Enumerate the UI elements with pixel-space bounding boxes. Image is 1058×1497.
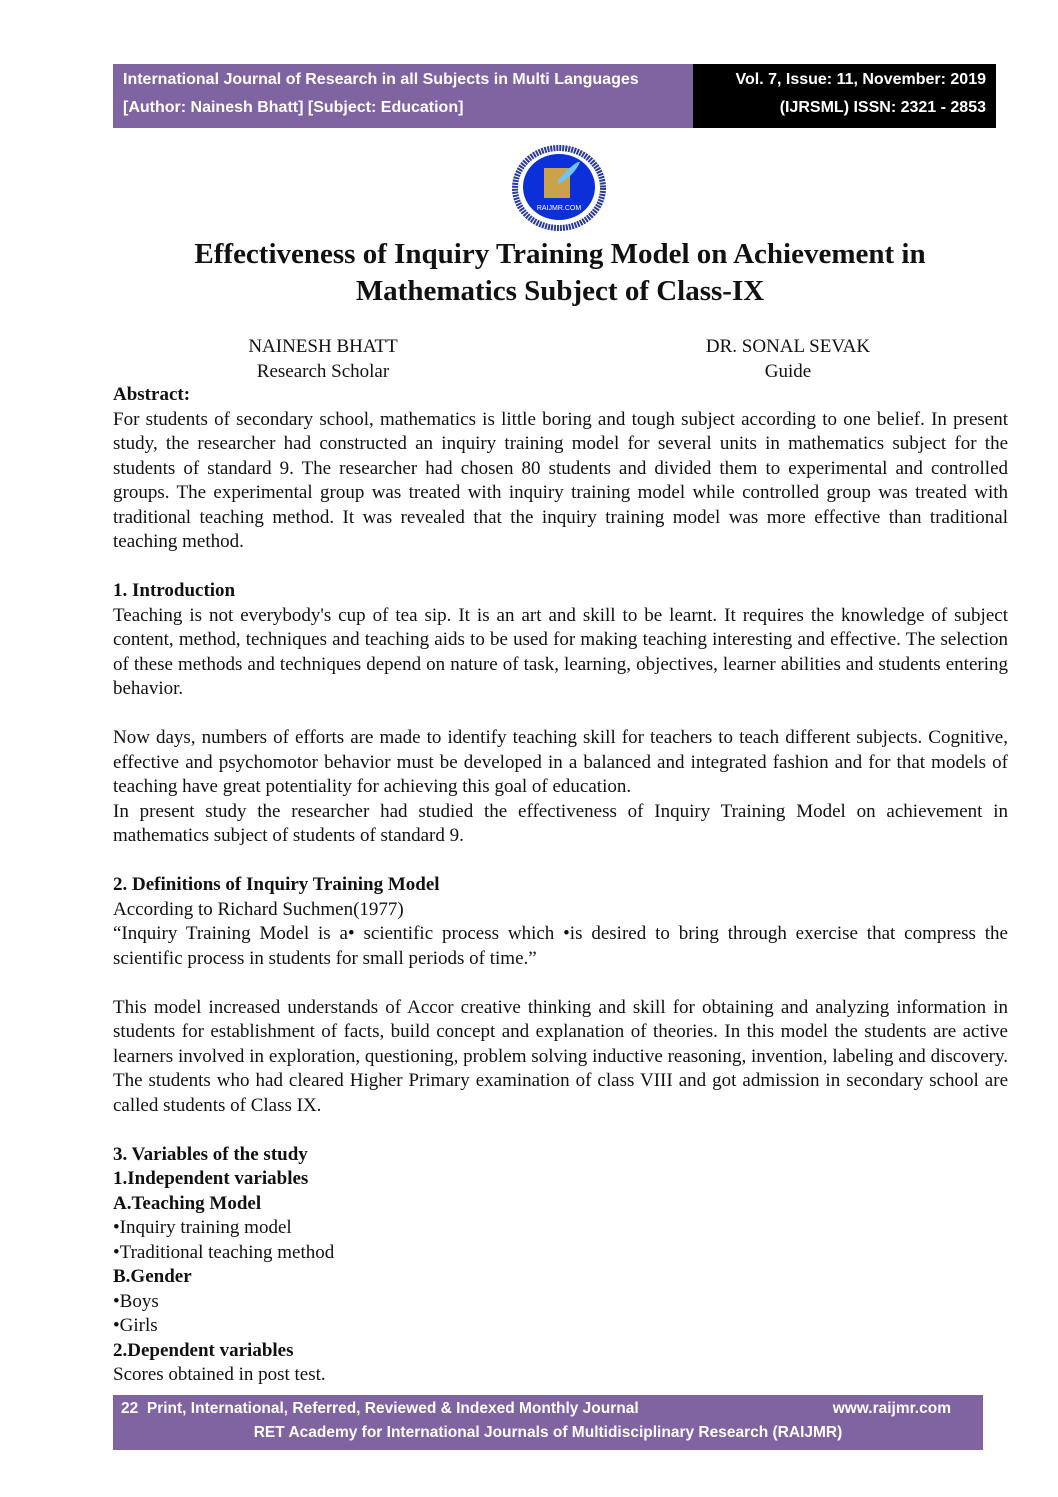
list-item: •Inquiry training model [113, 1217, 292, 1238]
independent-heading: 1.Independent variables [113, 1168, 309, 1189]
volume-issue: Vol. 7, Issue: 11, November: 2019 [735, 71, 986, 88]
intro-paragraph: Teaching is not everybody's cup of tea sip. It is an art and skill to be learnt. It requires the knowledge of subject content, method, techniques and teaching aids to be used for making teaching interesting and effective. The selection of these methods and techniques depend on nature of task, learning, objectives, learner abilities and students entering behavior. [113, 604, 1008, 699]
list-item: •Boys [113, 1290, 159, 1312]
author-name: DR. SONAL SEVAK [705, 336, 871, 357]
teaching-model-heading: A.Teaching Model [113, 1192, 262, 1214]
intro-heading: 1. Introduction [113, 580, 236, 601]
footer-publisher: RET Academy for International Journals of Multidisciplinary Research (RAIJMR) [253, 1424, 843, 1441]
definitions-quote: “Inquiry Training Model is a• scientific process which •is desired to bring through exercise that compress the scientific process in students for small periods of time.” [113, 923, 1008, 969]
dependent-text: Scores obtained in post test. [113, 1364, 326, 1385]
title-line: Mathematics Subject of Class-IX [355, 275, 765, 307]
abstract-section [113, 383, 1008, 1388]
page-footer [113, 1395, 983, 1450]
paper-title [100, 236, 1020, 310]
author-2 [678, 334, 898, 384]
journal-logo [506, 140, 612, 236]
definitions-source: According to Richard Suchmen(1977) [113, 898, 404, 920]
intro-paragraph: In present study the researcher had studied the effectiveness of Inquiry Training Model on achievement in mathematics subject of students of standard 9. [113, 800, 1008, 846]
gender-heading: B.Gender [113, 1266, 192, 1287]
list-item: •Girls [113, 1315, 158, 1336]
definitions-paragraph: This model increased understands of Accor creative thinking and skill for obtaining and analyzing information in students for establishment of facts, build concept and explanation of theories. In this model the students are active learners involved in exploration, questioning, problem solving inductive reasoning, invention, labeling and discovery. The students who had cleared Higher Primary examination of class VIII and got admission in secondary school are called students of Class IX. [113, 996, 1008, 1116]
footer-url[interactable]: www.raijmr.com [832, 1400, 951, 1417]
abstract-text: For students of secondary school, mathematics is little boring and tough subject according to one belief. In present study, the researcher had constructed an inquiry training model for several units in mathematics subject for the students of standard 9. The researcher had chosen 80 students and divided them to experimental and controlled groups. The experimental group was treated with inquiry training model while controlled group was treated with traditional teaching method. It was revealed that the inquiry training model was more effective than traditional teaching method. [113, 408, 1008, 552]
abstract-heading: Abstract: [113, 384, 191, 405]
variables-heading: 3. Variables of the study [113, 1143, 308, 1165]
footer-line-1 [121, 1400, 639, 1418]
intro-paragraph: Now days, numbers of efforts are made to identify teaching skill for teachers to teach different subjects. Cognitive, effective and psychomotor behavior must be developed in a balanced and integrated fashion and for that models of teaching have great potentiality for achieving this goal of education. [113, 727, 1008, 797]
title-line: Effectiveness of Inquiry Training Model on Achievement in [194, 238, 926, 270]
journal-name: International Journal of Research in all Subjects in Multi Languages [123, 71, 639, 88]
author-name: NAINESH BHATT [248, 336, 398, 357]
author-role: Guide [764, 361, 812, 382]
logo-text: RAIJMR.COM [536, 205, 582, 212]
footer-tagline: Print, International, Referred, Reviewed & Indexed Monthly Journal [146, 1400, 639, 1417]
list-item: •Traditional teaching method [113, 1241, 335, 1263]
issn: (IJRSML) ISSN: 2321 - 2853 [779, 99, 986, 116]
dependent-heading: 2.Dependent variables [113, 1339, 294, 1361]
author-role: Research Scholar [256, 361, 390, 382]
header-issue-band [693, 64, 996, 128]
author-1 [223, 334, 423, 384]
header-journal-band [113, 64, 693, 128]
page-number: 22 [121, 1400, 139, 1417]
author-subject: [Author: Nainesh Bhatt] [Subject: Education] [123, 99, 464, 116]
definitions-heading: 2. Definitions of Inquiry Training Model [113, 874, 440, 895]
